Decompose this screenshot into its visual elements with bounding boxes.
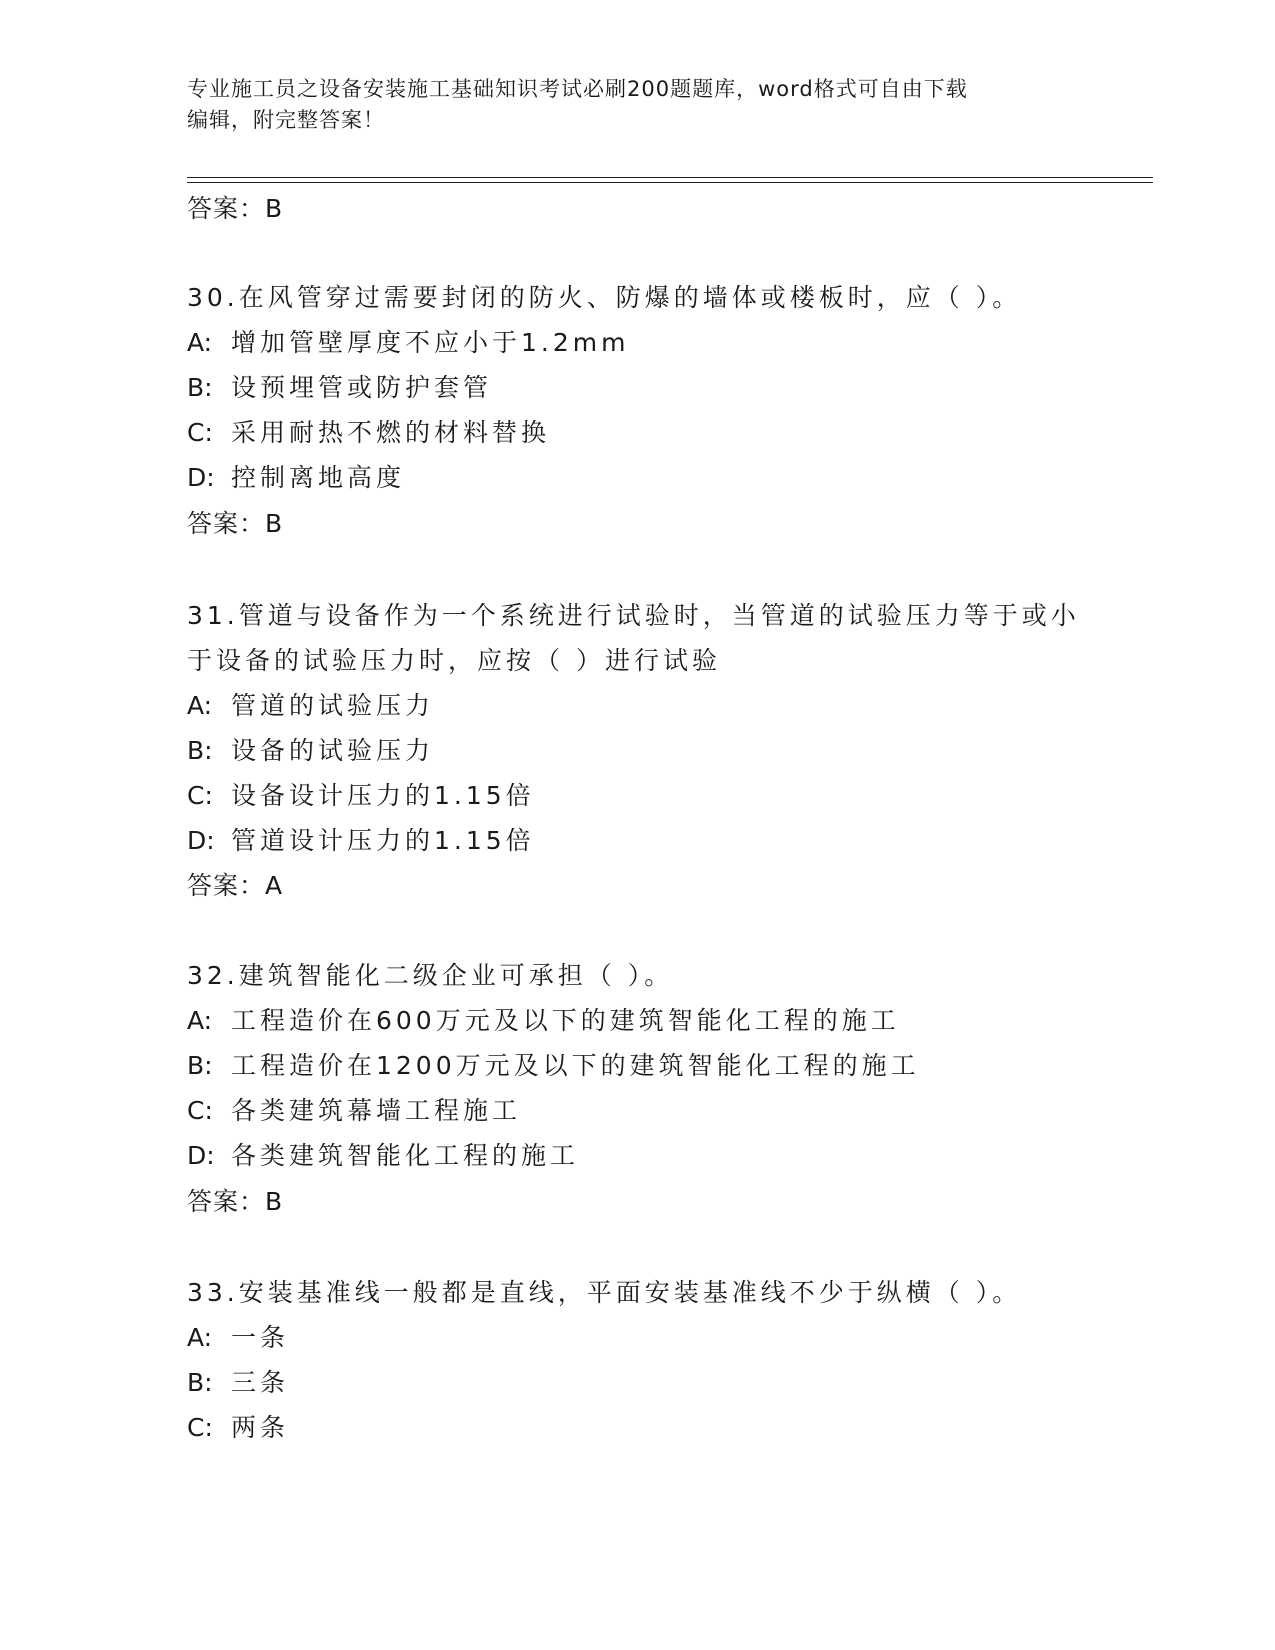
option-item xyxy=(187,372,492,404)
option-key: B: xyxy=(187,373,213,402)
option-text: 采用耐热不燃的材料替换 xyxy=(231,418,551,447)
option-item xyxy=(187,462,405,494)
option-text: 控制离地高度 xyxy=(231,463,406,492)
option-item xyxy=(187,690,434,722)
option-text: 各类建筑幕墙工程施工 xyxy=(231,1096,522,1125)
question-text-continued: 于设备的试验压力时，应按（ ）进行试验 xyxy=(187,646,721,675)
option-key: D: xyxy=(187,463,215,492)
document-header xyxy=(187,74,1087,136)
option-key: A: xyxy=(187,1323,213,1352)
option-key: B: xyxy=(187,736,213,765)
option-item xyxy=(187,1412,289,1444)
option-item xyxy=(187,1095,521,1127)
header-divider-top xyxy=(187,177,1153,178)
option-item xyxy=(187,1367,289,1399)
option-item xyxy=(187,780,535,812)
option-key: A: xyxy=(187,328,213,357)
answer-line: 答案：A xyxy=(187,871,284,900)
header-line-2: 编辑，附完整答案！ xyxy=(187,108,385,132)
option-key: A: xyxy=(187,691,213,720)
option-text: 管道的试验压力 xyxy=(231,691,435,720)
answer-line: 答案：B xyxy=(187,509,284,538)
option-text: 工程造价在600万元及以下的建筑智能化工程的施工 xyxy=(231,1006,900,1035)
question-text: 32.建筑智能化二级企业可承担（ ）。 xyxy=(187,961,674,990)
option-text: 两条 xyxy=(231,1413,290,1442)
option-item xyxy=(187,1322,289,1354)
option-text: 三条 xyxy=(231,1368,290,1397)
option-text: 一条 xyxy=(231,1323,290,1352)
question-text: 31.管道与设备作为一个系统进行试验时，当管道的试验压力等于或小 xyxy=(187,601,1080,630)
option-key: B: xyxy=(187,1368,213,1397)
option-item xyxy=(187,1005,900,1037)
option-key: A: xyxy=(187,1006,213,1035)
option-item xyxy=(187,1050,920,1082)
option-text: 设备的试验压力 xyxy=(231,736,435,765)
option-text: 设预埋管或防护套管 xyxy=(231,373,493,402)
option-text: 增加管壁厚度不应小于1.2mm xyxy=(231,328,630,357)
option-key: D: xyxy=(187,826,215,855)
option-text: 各类建筑智能化工程的施工 xyxy=(231,1141,580,1170)
option-item xyxy=(187,327,629,359)
option-key: C: xyxy=(187,1413,213,1442)
option-item xyxy=(187,825,535,857)
option-item xyxy=(187,417,550,449)
header-divider-bottom xyxy=(187,182,1153,183)
option-key: D: xyxy=(187,1141,215,1170)
option-item xyxy=(187,1140,579,1172)
answer-line: 答案：B xyxy=(187,1187,284,1216)
option-key: C: xyxy=(187,418,213,447)
option-key: C: xyxy=(187,1096,213,1125)
option-item xyxy=(187,735,434,767)
option-text: 工程造价在1200万元及以下的建筑智能化工程的施工 xyxy=(231,1051,920,1080)
option-key: C: xyxy=(187,781,213,810)
option-text: 设备设计压力的1.15倍 xyxy=(231,781,535,810)
question-text: 33.安装基准线一般都是直线，平面安装基准线不少于纵横（ ）。 xyxy=(187,1278,1022,1307)
option-text: 管道设计压力的1.15倍 xyxy=(231,826,535,855)
answer-line: 答案：B xyxy=(187,194,284,223)
option-key: B: xyxy=(187,1051,213,1080)
question-text: 30.在风管穿过需要封闭的防火、防爆的墙体或楼板时，应（ ）。 xyxy=(187,283,1022,312)
header-line-1: 专业施工员之设备安装施工基础知识考试必刷200题题库，word格式可自由下载 xyxy=(187,77,968,101)
